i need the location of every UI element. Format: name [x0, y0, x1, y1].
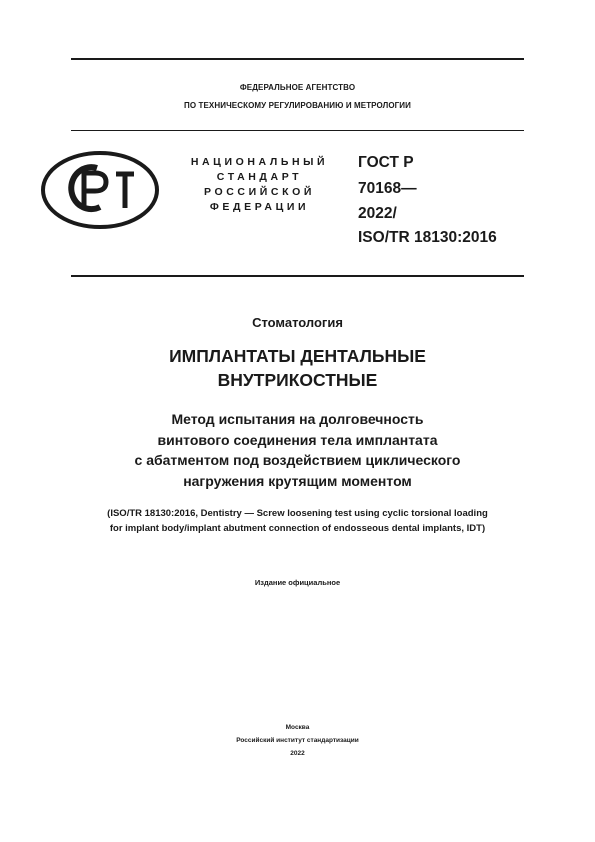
subtitle-line1: Метод испытания на долговечность: [171, 411, 424, 427]
main-title-line2: ВНУТРИКОСТНЫЕ: [217, 370, 378, 390]
standard-type-line4: ФЕДЕРАЦИИ: [209, 201, 310, 213]
subtitle-line3: с абатментом под воздействием циклического: [134, 452, 461, 468]
designation-line4: ISO/TR 18130:2016: [358, 229, 497, 246]
designation-line3: 2022/: [358, 205, 397, 222]
agency-name-line2: ПО ТЕХНИЧЕСКОМУ РЕГУЛИРОВАНИЮ И МЕТРОЛОГИИ: [183, 101, 412, 110]
header-divider: [71, 130, 524, 131]
title-divider: [71, 275, 524, 277]
subtitle-line4: нагружения крутящим моментом: [183, 473, 412, 489]
imprint-year: 2022: [290, 750, 305, 757]
standard-type-line2: СТАНДАРТ: [216, 171, 303, 183]
english-title-line1: (ISO/TR 18130:2016, Dentistry — Screw loosening test using cyclic torsional loading: [107, 508, 488, 519]
imprint-publisher: Российский институт стандартизации: [236, 737, 359, 744]
edition-note: Издание официальное: [254, 578, 341, 587]
main-title-line1: ИМПЛАНТАТЫ ДЕНТАЛЬНЫЕ: [169, 346, 426, 366]
designation-line2: 70168—: [358, 180, 417, 197]
imprint-city: Москва: [285, 724, 310, 731]
subject-heading: Стоматология: [252, 315, 343, 330]
top-divider: [71, 58, 524, 60]
rst-emblem-icon: [40, 150, 160, 230]
english-title-line2: for implant body/implant abutment connection of endosseous dental implants, IDT): [109, 523, 486, 534]
standard-type-line3: РОССИЙСКОЙ: [204, 186, 315, 198]
designation-line1: ГОСТ Р: [358, 154, 414, 171]
standard-type-line1: НАЦИОНАЛЬНЫЙ: [190, 156, 329, 168]
agency-name-line1: ФЕДЕРАЛЬНОЕ АГЕНТСТВО: [239, 83, 356, 92]
subtitle-line2: винтового соединения тела имплантата: [157, 432, 438, 448]
